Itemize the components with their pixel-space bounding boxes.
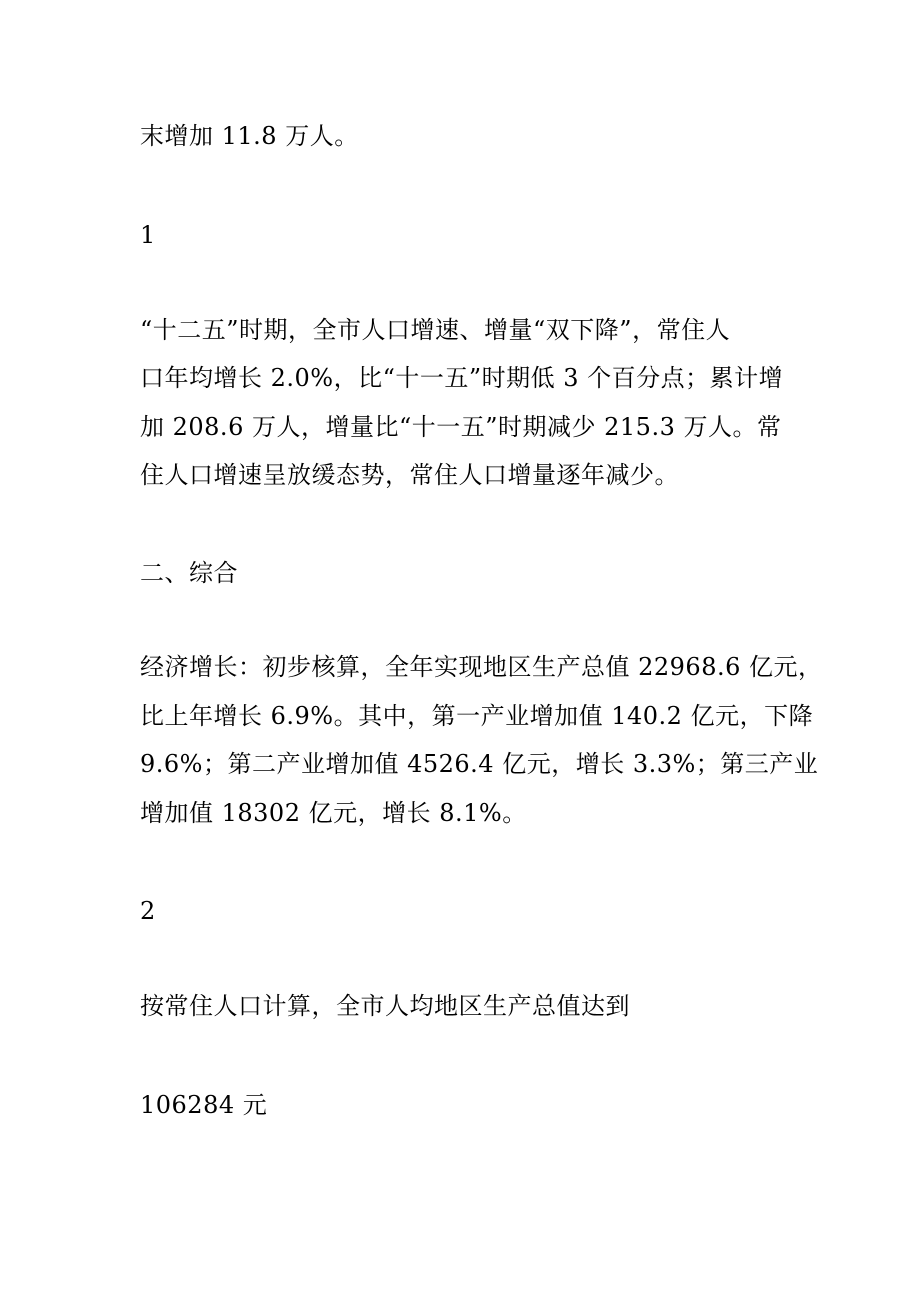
paragraph-line: 口年均增长 2.0%，比“十一五”时期低 3 个百分点；累计增	[140, 364, 784, 392]
paragraph-line: 末增加 11.8 万人。	[140, 122, 359, 150]
page-marker: 2	[140, 897, 156, 925]
paragraph-line: 9.6%；第二产业增加值 4526.4 亿元，增长 3.3%；第三产业	[140, 750, 819, 778]
paragraph-line: 增加值 18302 亿元，增长 8.1%。	[140, 799, 527, 827]
paragraph-line: 住人口增速呈放缓态势，常住人口增量逐年减少。	[140, 461, 679, 489]
paragraph-line: “十二五”时期，全市人口增速、增量“双下降”，常住人	[140, 316, 731, 344]
paragraph-line: 按常住人口计算，全市人均地区生产总值达到	[140, 992, 630, 1020]
paragraph-line: 106284 元	[140, 1091, 268, 1119]
page-marker: 1	[140, 221, 156, 249]
paragraph-line: 比上年增长 6.9%。其中，第一产业增加值 140.2 亿元，下降	[140, 702, 814, 730]
paragraph-line: 加 208.6 万人，增量比“十一五”时期减少 215.3 万人。常	[140, 413, 782, 441]
section-heading: 二、综合	[140, 559, 238, 587]
paragraph-line: 经济增长：初步核算，全年实现地区生产总值 22968.6 亿元，	[140, 653, 823, 681]
